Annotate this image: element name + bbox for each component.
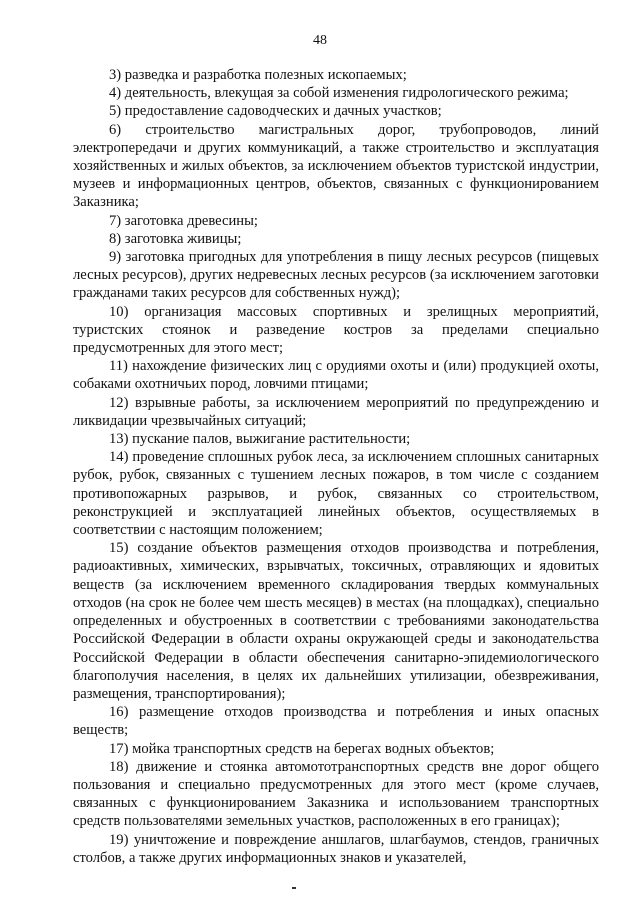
page-number: 48 [313, 33, 327, 48]
list-item: 6) строительство магистральных дорог, трубопроводов, линий электропередачи и других коммуникаций, а также строительство и эксплуатация хозяйственных и жилых объектов, за исключением объектов туристской индустрии, музеев и информационных центров, объектов, связанных с функционированием Заказника; [73, 121, 599, 211]
list-item: 4) деятельность, влекущая за собой изменения гидрологического режима; [109, 85, 569, 102]
list-item: 8) заготовка живицы; [109, 230, 242, 247]
list-item: 5) предоставление садоводческих и дачных участков; [109, 103, 442, 120]
list-item: 12) взрывные работы, за исключением мероприятий по предупреждению и ликвидации чрезвычайных ситуаций; [73, 394, 599, 429]
scan-mark [292, 887, 296, 889]
list-item: 15) создание объектов размещения отходов производства и потребления, радиоактивных, химических, взрывчатых, токсичных, отравляющих и ядовитых веществ (за исключением временного складирования твердых коммунальных отходов (на срок не более чем шесть месяцев) в местах (на площадках), специально определенных и обустроенных в соответствии с требованиями законодательства Российской Федерации в области охраны окружающей среды и законодательства Российской Федерации в области обеспечения санитарно-эпидемиологического благополучия населения, в целях их дальнейших утилизации, обезвреживания, размещения, транспортирования); [73, 540, 599, 702]
list-item: 16) размещение отходов производства и потребления и иных опасных веществ; [73, 704, 599, 739]
list-item: 19) уничтожение и повреждение аншлагов, шлагбаумов, стендов, граничных столбов, а также других информационных знаков и указателей, [73, 831, 599, 866]
list-item: 14) проведение сплошных рубок леса, за исключением сплошных санитарных рубок, рубок, связанных с тушением лесных пожаров, в том числе с созданием противопожарных разрывов, и рубок, связанных со строительством, реконструкцией и эксплуатацией линейных объектов, осуществляемых в соответствии с настоящим положением; [73, 449, 599, 539]
list-item: 17) мойка транспортных средств на берегах водных объектов; [109, 740, 495, 757]
list-item: 3) разведка и разработка полезных ископаемых; [109, 67, 407, 83]
list-item: 10) организация массовых спортивных и зрелищных мероприятий, туристских стоянок и разведение костров за пределами специально предусмотренных для этого мест; [73, 303, 599, 357]
list-item: 13) пускание палов, выжигание растительности; [109, 431, 411, 448]
list-item: 18) движение и стоянка автомототранспортных средств вне дорог общего пользования и специально предусмотренных для этого мест (кроме случаев, связанных с функционированием Заказника и использованием транспортных средств пользователями земельных участков, расположенных в его границах); [73, 758, 599, 830]
document-body [73, 66, 599, 867]
list-item: 11) нахождение физических лиц с орудиями охоты и (или) продукцией охоты, собаками охотничьих пород, ловчими птицами; [73, 358, 599, 393]
list-item: 9) заготовка пригодных для употребления в пищу лесных ресурсов (пищевых лесных ресурсов), других недревесных лесных ресурсов (за исключением заготовки гражданами таких ресурсов для собственных нужд); [73, 249, 599, 302]
list-item: 7) заготовка древесины; [109, 212, 258, 229]
